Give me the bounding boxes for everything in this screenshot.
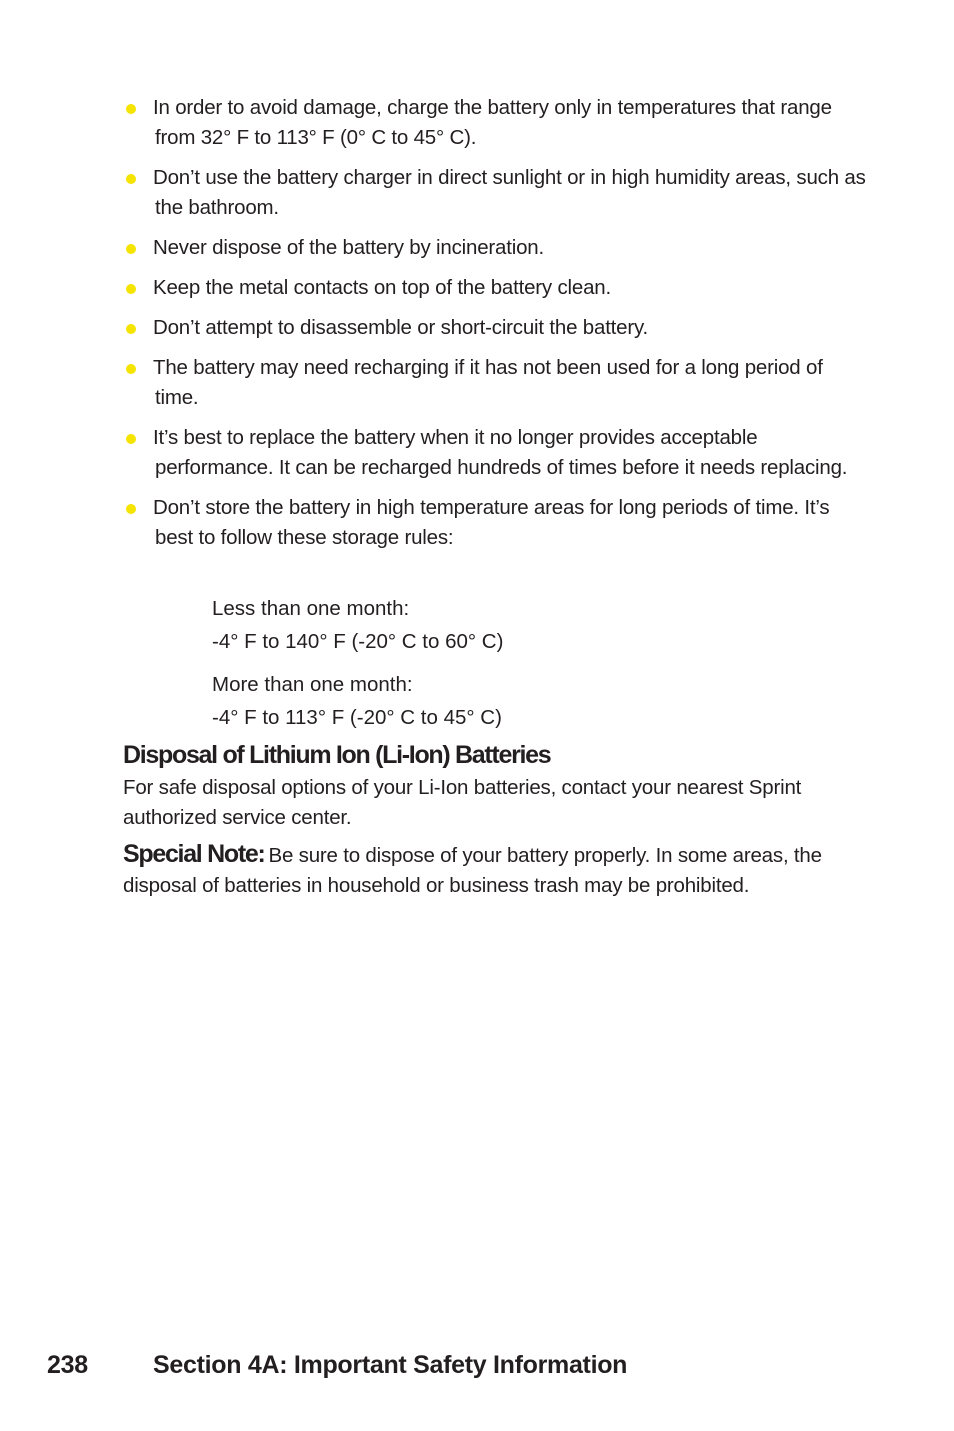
storage-rule-label: More than one month: (212, 673, 413, 696)
list-item-text: The battery may need recharging if it has not been used for a long period of time. (153, 356, 823, 409)
storage-rule-range: -4° F to 140° F (-20° C to 60° C) (212, 630, 504, 653)
list-item (123, 423, 868, 483)
bullet-icon (126, 284, 136, 294)
special-note-text: Be sure to dispose of your battery properly. In some areas, the disposal of batteries in household or business trash may be prohibited. (123, 844, 822, 897)
special-note-label: Special Note: (123, 840, 265, 868)
disposal-heading: Disposal of Lithium Ion (Li-Ion) Batteries (123, 741, 551, 769)
bullet-icon (126, 364, 136, 374)
page-number: 238 (47, 1351, 88, 1379)
storage-rule-range: -4° F to 113° F (-20° C to 45° C) (212, 706, 502, 729)
list-item-text: Don’t attempt to disassemble or short-circuit the battery. (153, 316, 649, 339)
list-item-text: Don’t store the battery in high temperature areas for long periods of time. It’s best to follow these storage rules: (153, 496, 830, 549)
list-item (123, 233, 868, 263)
storage-rule-short-term (212, 592, 712, 658)
bullet-icon (126, 324, 136, 334)
list-item (123, 353, 868, 413)
bullet-icon (126, 104, 136, 114)
storage-rule-label: Less than one month: (212, 597, 410, 620)
list-item (123, 93, 868, 153)
disposal-paragraph: For safe disposal options of your Li-Ion batteries, contact your nearest Sprint authorized service center. (123, 776, 802, 829)
bullet-icon (126, 174, 136, 184)
storage-rule-long-term (212, 668, 712, 734)
list-item (123, 163, 868, 223)
list-item (123, 273, 868, 303)
list-item-text: It’s best to replace the battery when it no longer provides acceptable performance. It can be recharged hundreds of times before it needs replacing. (153, 426, 848, 479)
bullet-icon (126, 244, 136, 254)
special-note (123, 840, 863, 900)
list-item-text: Keep the metal contacts on top of the battery clean. (153, 276, 611, 299)
list-item (123, 493, 868, 553)
bullet-icon (126, 504, 136, 514)
list-item-text: In order to avoid damage, charge the battery only in temperatures that range from 32° F to 113° F (0° C to 45° C). (153, 96, 832, 149)
list-item (123, 313, 868, 343)
list-item-text: Don’t use the battery charger in direct sunlight or in high humidity areas, such as the bathroom. (153, 166, 866, 219)
list-item-text: Never dispose of the battery by incineration. (153, 236, 544, 259)
battery-care-list (123, 93, 868, 563)
section-title: Section 4A: Important Safety Information (153, 1351, 628, 1379)
bullet-icon (126, 434, 136, 444)
